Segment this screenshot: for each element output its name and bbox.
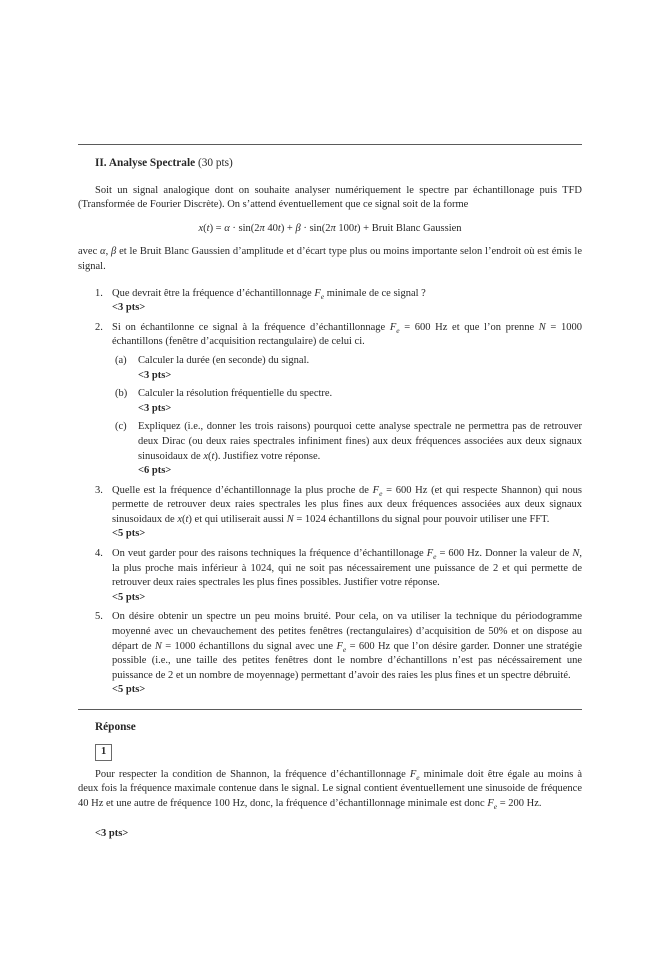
question-1 xyxy=(78,287,582,316)
question-2-label: 2. xyxy=(95,321,103,333)
question-2c-points: <6 pts> xyxy=(138,465,172,477)
question-2b xyxy=(112,387,582,416)
question-2a xyxy=(112,354,582,383)
question-2c xyxy=(112,420,582,478)
question-2-text: Si on échantilonne ce signal à la fréquence d’échantillonnage $F_e = 600$ Hz et que l’on prenne N = 1000 échantillons (fenêtre d’acquisition rectangulaire) de celui ci. xyxy=(112,321,582,348)
question-4-text: On veut garder pour des raisons techniques la fréquence d’échantillonage $F_e = 600$ Hz. Donner la valeur de N, la plus proche mais inférieur à 1024, qui ne soit pas nécessairement une puissance de 2 et qui permette de retrouver deux raies spectrales les plus fines possibles. Justifier votre réponse. xyxy=(112,548,582,589)
question-2b-points: <3 pts> xyxy=(138,402,172,414)
question-4-points: <5 pts> xyxy=(112,591,146,603)
question-2b-label: (b) xyxy=(115,388,128,400)
top-divider xyxy=(78,144,582,145)
response-heading: Réponse xyxy=(95,721,136,733)
question-2a-label: (a) xyxy=(115,354,127,366)
question-5-text: On désire obtenir un spectre un peu moins bruité. Pour cela, on va utiliser la technique du périodogramme moyenné avec un chevauchement des petites fenêtres (rectangulaires) d’acquisition de 50% et on dispose au départ de N = 1000 échantillons du signal avec une $F_e = 600$ Hz que l’on désire garder. Donner une stratégie possible (i.e., une taille des petites fenêtres dont le nombre d’échantillons n’est pas nécéssairement une puissance de 2 et un nombre de moyennage) permettant d’avoir des raies les plus fines et un spectre débruité. xyxy=(112,611,582,681)
response-divider xyxy=(78,709,582,710)
answer-number: 1 xyxy=(101,745,107,757)
question-3 xyxy=(78,484,582,542)
answer-points: <3 pts> xyxy=(95,828,129,840)
answer-number-box xyxy=(95,744,112,761)
question-5-points: <5 pts> xyxy=(112,684,146,696)
question-2a-text: Calculer la durée (en seconde) du signal. xyxy=(138,354,310,366)
answer-paragraph: Pour respecter la condition de Shannon, la fréquence d’échantillonnage $F_e$ minimale doit être égale au moins à deux fois la fréquence maximale contenue dans le signal. Le signal contient éventuellement une sinusoide de fréquence 40 Hz et une autre de fréquence 100 Hz, donc, la fréquence d’échantillonnage minimale est donc $F_e = 200$ Hz. xyxy=(78,768,582,811)
document-content xyxy=(78,0,582,842)
question-4 xyxy=(78,547,582,605)
question-2c-text: Expliquez (i.e., donner les trois raisons) pourquoi cette analyse spectrale ne permettra pas de retrouver deux Dirac (ou deux raies spectrales infiniment fines) aux deux fréquences associées aux deux signaux sinusoidaux de x(t). Justifiez votre réponse. xyxy=(138,421,582,462)
question-list xyxy=(78,287,582,698)
question-2a-points: <3 pts> xyxy=(138,369,172,381)
intro-paragraph-1: Soit un signal analogique dont on souhaite analyser numériquement le spectre par échantillonage puis TFD (Transformée de Fourier Discrète). On s’attend éventuellement que ce signal soit de la forme xyxy=(78,184,582,211)
section-heading: II. Analyse Spectrale xyxy=(95,157,196,169)
question-3-points: <5 pts> xyxy=(112,528,146,540)
question-3-label: 3. xyxy=(95,484,103,496)
question-4-label: 4. xyxy=(95,548,103,560)
question-3-text: Quelle est la fréquence d’échantillonnage la plus proche de $F_e = 600$ Hz (et qui respecte Shannon) qui nous permette de retrouver deux raies spectrales les plus fines aux deux fréquences associées aux deux signaux sinusoidaux de x(t) et qui utiliserait aussi N = 1024 échantillons du signal pour pouvoir utiliser une FFT. xyxy=(112,484,582,525)
question-5 xyxy=(78,610,582,698)
question-5-label: 5. xyxy=(95,611,103,623)
question-1-label: 1. xyxy=(95,287,103,299)
question-2 xyxy=(78,321,582,479)
signal-formula: x(t) = α · sin(2π 40t) + β · sin(2π 100t) + Bruit Blanc Gaussien xyxy=(198,222,462,234)
question-2c-label: (c) xyxy=(115,421,127,433)
section-points: (30 pts) xyxy=(197,157,233,169)
section-title xyxy=(95,156,582,171)
question-1-points: <3 pts> xyxy=(112,302,146,314)
intro-paragraph-2: avec α, β et le Bruit Blanc Gaussien d’amplitude et d’écart type plus ou moins importante selon l’endroit où est émis le signal. xyxy=(78,246,583,272)
question-2b-text: Calculer la résolution fréquentielle du spectre. xyxy=(138,388,333,400)
question-1-text: Que devrait être la fréquence d’échantillonnage $F_e$ minimale de ce signal ? xyxy=(112,287,426,301)
